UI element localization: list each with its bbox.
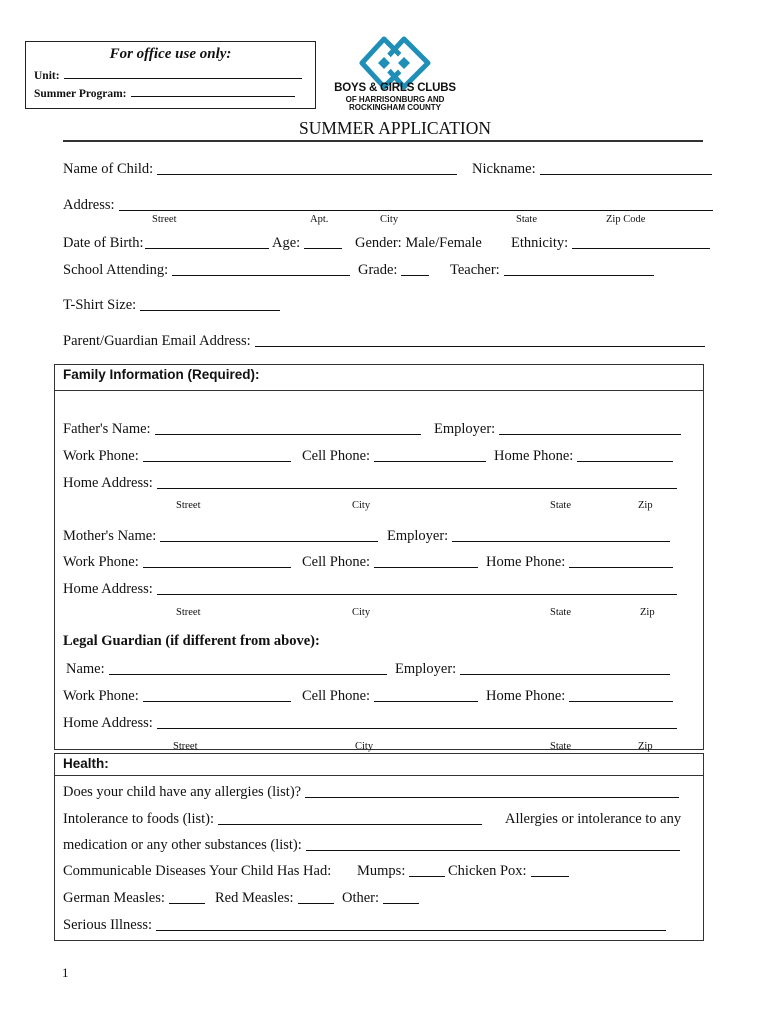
tshirt-line[interactable] bbox=[140, 297, 280, 311]
mother-work-phone-line[interactable] bbox=[143, 554, 291, 568]
ethnicity-label: Ethnicity: bbox=[511, 235, 569, 251]
food-intolerance-field[interactable] bbox=[63, 811, 482, 828]
red-measles-field[interactable] bbox=[215, 890, 334, 907]
logo-text-line1: BOYS & GIRLS CLUBS bbox=[334, 82, 456, 94]
family-info-heading: Family Information (Required): bbox=[63, 367, 260, 382]
guardian-home-address-field[interactable] bbox=[63, 715, 677, 732]
school-label: School Attending: bbox=[63, 262, 169, 278]
mother-name-label: Mother's Name: bbox=[63, 528, 157, 544]
other-disease-line[interactable] bbox=[383, 890, 419, 904]
father-address-sublabel-zip: Zip bbox=[638, 500, 653, 511]
age-label: Age: bbox=[272, 235, 301, 251]
office-unit-line[interactable] bbox=[64, 68, 302, 79]
address-sublabel-street: Street bbox=[152, 214, 177, 225]
mumps-label: Mumps: bbox=[357, 863, 406, 879]
mumps-field[interactable] bbox=[357, 863, 445, 880]
ethnicity-line[interactable] bbox=[572, 235, 710, 249]
office-unit-field[interactable] bbox=[34, 68, 302, 82]
mother-home-phone-line[interactable] bbox=[569, 554, 673, 568]
dob-line[interactable] bbox=[145, 235, 269, 249]
chickenpox-line[interactable] bbox=[531, 863, 569, 877]
family-heading-divider bbox=[54, 390, 704, 391]
med-allergies-field[interactable] bbox=[63, 837, 680, 854]
german-measles-line[interactable] bbox=[169, 890, 205, 904]
nickname-field[interactable] bbox=[472, 161, 712, 178]
guardian-work-phone-field[interactable] bbox=[63, 688, 291, 705]
address-line[interactable] bbox=[119, 197, 713, 211]
guardian-home-phone-field[interactable] bbox=[486, 688, 673, 705]
grade-label: Grade: bbox=[358, 262, 398, 278]
med-allergies-label: Allergies or intolerance to any bbox=[505, 811, 682, 827]
father-home-address-line[interactable] bbox=[157, 475, 677, 489]
school-field[interactable] bbox=[63, 262, 350, 279]
office-use-box bbox=[25, 41, 316, 109]
address-field[interactable] bbox=[63, 197, 713, 214]
guardian-home-address-label: Home Address: bbox=[63, 715, 153, 731]
guardian-address-sublabel-street: Street bbox=[173, 741, 198, 752]
med-allergies-cont-label: medication or any other substances (list): bbox=[63, 837, 302, 853]
address-sublabel-apt: Apt. bbox=[310, 214, 329, 225]
guardian-cell-phone-field[interactable] bbox=[302, 688, 478, 705]
child-name-label: Name of Child: bbox=[63, 161, 154, 177]
child-name-field[interactable] bbox=[63, 161, 457, 178]
mother-home-phone-label: Home Phone: bbox=[486, 554, 566, 570]
food-intolerance-line[interactable] bbox=[218, 811, 482, 825]
dob-label: Date of Birth: bbox=[63, 235, 144, 251]
food-intolerance-label: Intolerance to foods (list): bbox=[63, 811, 214, 827]
teacher-line[interactable] bbox=[504, 262, 654, 276]
ethnicity-field[interactable] bbox=[511, 235, 710, 252]
communicable-label: Communicable Diseases Your Child Has Had: bbox=[63, 863, 332, 879]
guardian-name-label: Name: bbox=[66, 661, 105, 677]
guardian-employer-field[interactable] bbox=[395, 661, 670, 678]
mother-employer-line[interactable] bbox=[452, 528, 670, 542]
father-employer-field[interactable] bbox=[434, 421, 681, 438]
father-cell-phone-line[interactable] bbox=[374, 448, 486, 462]
other-disease-field[interactable] bbox=[342, 890, 419, 907]
age-line[interactable] bbox=[304, 235, 342, 249]
mother-home-address-line[interactable] bbox=[157, 581, 677, 595]
tshirt-field[interactable] bbox=[63, 297, 280, 314]
red-measles-label: Red Measles: bbox=[215, 890, 294, 906]
guardian-home-phone-line[interactable] bbox=[569, 688, 673, 702]
father-address-sublabel-street: Street bbox=[176, 500, 201, 511]
father-employer-label: Employer: bbox=[434, 421, 496, 437]
school-line[interactable] bbox=[172, 262, 350, 276]
mother-name-field[interactable] bbox=[63, 528, 378, 545]
father-work-phone-line[interactable] bbox=[143, 448, 291, 462]
father-employer-line[interactable] bbox=[499, 421, 681, 435]
father-name-field[interactable] bbox=[63, 421, 421, 438]
father-home-phone-line[interactable] bbox=[577, 448, 673, 462]
allergies-label: Does your child have any allergies (list)? bbox=[63, 784, 302, 800]
teacher-label: Teacher: bbox=[450, 262, 500, 278]
other-disease-label: Other: bbox=[342, 890, 380, 906]
health-heading: Health: bbox=[63, 756, 109, 771]
chickenpox-label: Chicken Pox: bbox=[448, 863, 527, 879]
mother-address-sublabel-city: City bbox=[352, 607, 371, 618]
address-sublabel-city: City bbox=[380, 214, 399, 225]
office-use-title: For office use only: bbox=[109, 46, 232, 62]
age-field[interactable] bbox=[272, 235, 342, 252]
german-measles-label: German Measles: bbox=[63, 890, 165, 906]
nickname-line[interactable] bbox=[540, 161, 712, 175]
office-program-field[interactable] bbox=[34, 86, 295, 100]
father-work-phone-field[interactable] bbox=[63, 448, 291, 465]
mother-home-address-field[interactable] bbox=[63, 581, 677, 598]
guardian-employer-line[interactable] bbox=[460, 661, 670, 675]
mumps-line[interactable] bbox=[409, 863, 445, 877]
chickenpox-field[interactable] bbox=[448, 863, 569, 880]
address-sublabel-zip: Zip Code bbox=[606, 214, 646, 225]
guardian-address-sublabel-zip: Zip bbox=[638, 741, 653, 752]
guardian-employer-label: Employer: bbox=[395, 661, 457, 677]
serious-illness-line[interactable] bbox=[156, 917, 666, 931]
health-heading-divider bbox=[54, 775, 704, 776]
mother-home-address-label: Home Address: bbox=[63, 581, 153, 597]
guardian-address-sublabel-city: City bbox=[355, 741, 374, 752]
mother-name-line[interactable] bbox=[160, 528, 378, 542]
gender-label: Gender: bbox=[355, 235, 402, 251]
mother-cell-phone-line[interactable] bbox=[374, 554, 478, 568]
email-label: Parent/Guardian Email Address: bbox=[63, 333, 251, 349]
teacher-field[interactable] bbox=[450, 262, 654, 279]
german-measles-field[interactable] bbox=[63, 890, 205, 907]
mother-cell-phone-field[interactable] bbox=[302, 554, 478, 571]
guardian-name-field[interactable] bbox=[66, 661, 387, 678]
mother-employer-label: Employer: bbox=[387, 528, 449, 544]
mother-work-phone-field[interactable] bbox=[63, 554, 291, 571]
guardian-home-phone-label: Home Phone: bbox=[486, 688, 566, 704]
father-cell-phone-label: Cell Phone: bbox=[302, 448, 371, 464]
guardian-work-phone-label: Work Phone: bbox=[63, 688, 139, 704]
child-name-line[interactable] bbox=[157, 161, 457, 175]
address-label: Address: bbox=[63, 197, 115, 213]
father-name-label: Father's Name: bbox=[63, 421, 151, 437]
mother-home-phone-field[interactable] bbox=[486, 554, 673, 571]
dob-field[interactable] bbox=[63, 235, 269, 252]
father-work-phone-label: Work Phone: bbox=[63, 448, 139, 464]
title-divider bbox=[63, 140, 703, 142]
mother-employer-field[interactable] bbox=[387, 528, 670, 545]
guardian-cell-phone-line[interactable] bbox=[374, 688, 478, 702]
mother-address-sublabel-zip: Zip bbox=[640, 607, 655, 618]
grade-line[interactable] bbox=[401, 262, 429, 276]
gender-field[interactable] bbox=[355, 235, 482, 252]
father-home-phone-label: Home Phone: bbox=[494, 448, 574, 464]
father-home-phone-field[interactable] bbox=[494, 448, 673, 465]
page-title: SUMMER APPLICATION bbox=[298, 118, 492, 138]
father-address-sublabel-state: State bbox=[550, 500, 571, 511]
guardian-work-phone-line[interactable] bbox=[143, 688, 291, 702]
email-line[interactable] bbox=[255, 333, 705, 347]
grade-field[interactable] bbox=[358, 262, 429, 279]
med-allergies-line[interactable] bbox=[306, 837, 680, 851]
page-number: 1 bbox=[62, 965, 69, 980]
serious-illness-field[interactable] bbox=[63, 917, 666, 934]
red-measles-line[interactable] bbox=[298, 890, 334, 904]
guardian-cell-phone-label: Cell Phone: bbox=[302, 688, 371, 704]
guardian-home-address-line[interactable] bbox=[157, 715, 677, 729]
logo-text-line2: OF HARRISONBURG AND bbox=[345, 95, 445, 104]
email-field[interactable] bbox=[63, 333, 705, 350]
guardian-heading: Legal Guardian (if different from above): bbox=[63, 633, 320, 649]
logo-text-line3: ROCKINGHAM COUNTY bbox=[349, 103, 441, 112]
father-cell-phone-field[interactable] bbox=[302, 448, 486, 465]
gender-options[interactable]: Male/Female bbox=[405, 235, 482, 251]
mother-address-sublabel-street: Street bbox=[176, 607, 201, 618]
guardian-name-line[interactable] bbox=[109, 661, 387, 675]
mother-work-phone-label: Work Phone: bbox=[63, 554, 139, 570]
father-home-address-label: Home Address: bbox=[63, 475, 153, 491]
allergies-field[interactable] bbox=[63, 784, 679, 801]
office-program-line[interactable] bbox=[131, 86, 295, 97]
allergies-line[interactable] bbox=[305, 784, 679, 798]
tshirt-label: T-Shirt Size: bbox=[63, 297, 137, 313]
address-sublabel-state: State bbox=[516, 214, 537, 225]
mother-address-sublabel-state: State bbox=[550, 607, 571, 618]
office-program-label: Summer Program: bbox=[34, 88, 127, 100]
nickname-label: Nickname: bbox=[472, 161, 536, 177]
serious-illness-label: Serious Illness: bbox=[63, 917, 153, 933]
guardian-address-sublabel-state: State bbox=[550, 741, 571, 752]
father-name-line[interactable] bbox=[155, 421, 421, 435]
father-home-address-field[interactable] bbox=[63, 475, 677, 492]
father-address-sublabel-city: City bbox=[352, 500, 371, 511]
office-unit-label: Unit: bbox=[34, 70, 60, 82]
mother-cell-phone-label: Cell Phone: bbox=[302, 554, 371, 570]
